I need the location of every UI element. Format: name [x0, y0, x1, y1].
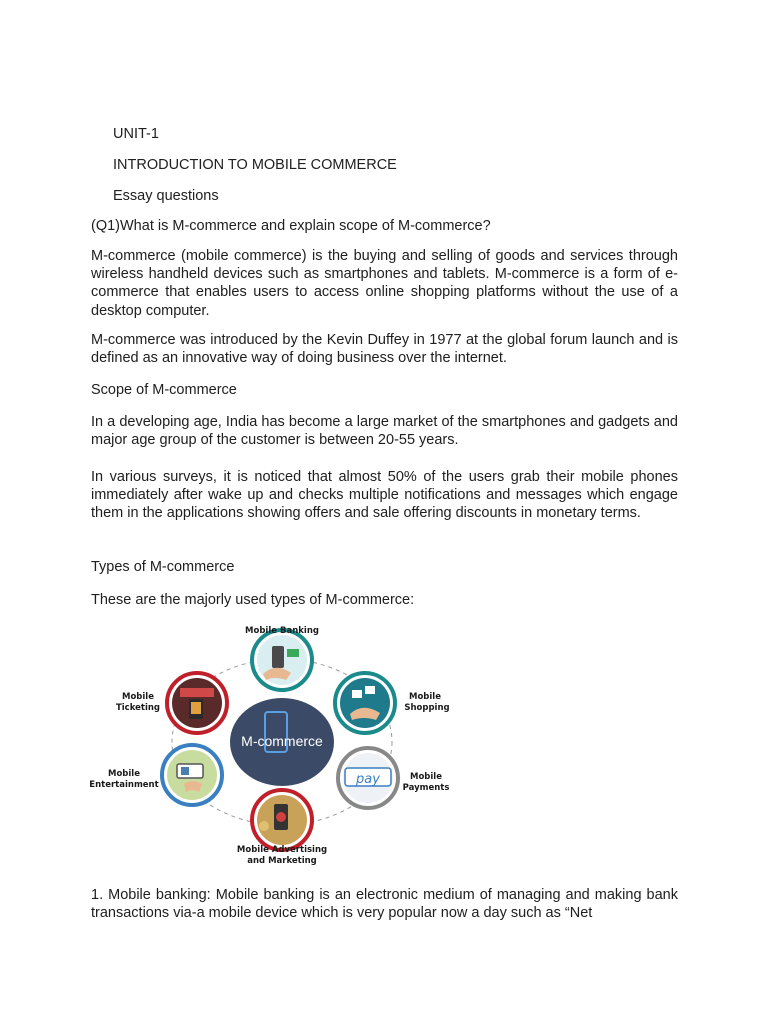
shopping-label-line1: Mobile [409, 692, 441, 702]
node-advertising [237, 790, 327, 866]
banking-paragraph: 1. Mobile banking: Mobile banking is an electronic medium of managing and making bank transactions via-a mobile device which is very popular now a day such as “Net [91, 887, 678, 922]
unit-heading: UNIT-1 [113, 126, 159, 142]
shopping-inner [340, 678, 390, 728]
advertising-label-line2: and Marketing [247, 856, 317, 866]
scope-paragraph-2: In various surveys, it is noticed that almost 50% of the users grab their mobile phones immediately after wake up and checks multiple notifications and messages which engage them in the applications showing offers and sale offering discounts in monetary terms. [91, 469, 678, 522]
types-heading: Types of M-commerce [91, 559, 235, 575]
banking-phone-icon [272, 646, 284, 668]
node-shopping [335, 673, 450, 733]
payments-label-line2: Payments [402, 783, 450, 793]
entertainment-label-line1: Mobile [108, 769, 140, 779]
pay-logo-text: pay [356, 772, 380, 787]
types-intro: These are the majorly used types of M-commerce: [91, 592, 415, 608]
payments-label-line1: Mobile [410, 772, 442, 782]
definition-paragraph: M-commerce (mobile commerce) is the buying and selling of goods and services through wireless handheld devices such as smartphones and tablets. M-commerce is a form of e-commerce that enables users to access online shopping platforms without the use of a desktop computer. [91, 248, 678, 319]
center-label: M-commerce [241, 733, 323, 749]
node-entertainment [89, 745, 222, 805]
node-banking [245, 626, 319, 690]
entertainment-screen-icon [177, 764, 203, 778]
m-commerce-diagram-svg [88, 618, 458, 868]
scope-paragraph-1: In a developing age, India has become a large market of the smartphones and gadgets and major age group of the customer is between 20-55 years. [91, 414, 678, 449]
node-payments [338, 748, 449, 808]
shopping-cart-icon [365, 686, 375, 694]
history-paragraph: M-commerce was introduced by the Kevin Duffey in 1977 at the global forum launch and is defined as an innovative way of doing business over the internet. [91, 332, 678, 367]
entertainment-media-icon [181, 767, 189, 775]
banking-label: Mobile Banking [245, 626, 319, 636]
center-node [230, 698, 334, 786]
advertising-label-line1: Mobile Advertising [236, 845, 328, 855]
advertising-target-icon [276, 812, 286, 822]
advertising-gear-icon [259, 821, 269, 831]
shopping-label-line2: Shopping [404, 703, 450, 713]
section-subtitle: Essay questions [113, 188, 219, 204]
chapter-title: INTRODUCTION TO MOBILE COMMERCE [113, 157, 397, 173]
question-text: (Q1)What is M-commerce and explain scope of M-commerce? [91, 218, 491, 234]
ticketing-banner-icon [180, 688, 214, 697]
shopping-bag-icon [352, 690, 362, 698]
banking-cash-icon [287, 649, 299, 657]
scope-heading: Scope of M-commerce [91, 382, 237, 398]
m-commerce-diagram [88, 618, 458, 868]
entertainment-label-line2: Entertainment [89, 780, 159, 790]
ticketing-label-line1: Mobile [122, 692, 154, 702]
ticketing-label-line2: Ticketing [115, 703, 161, 713]
node-ticketing [116, 673, 227, 733]
ticketing-ticket-icon [191, 702, 201, 714]
